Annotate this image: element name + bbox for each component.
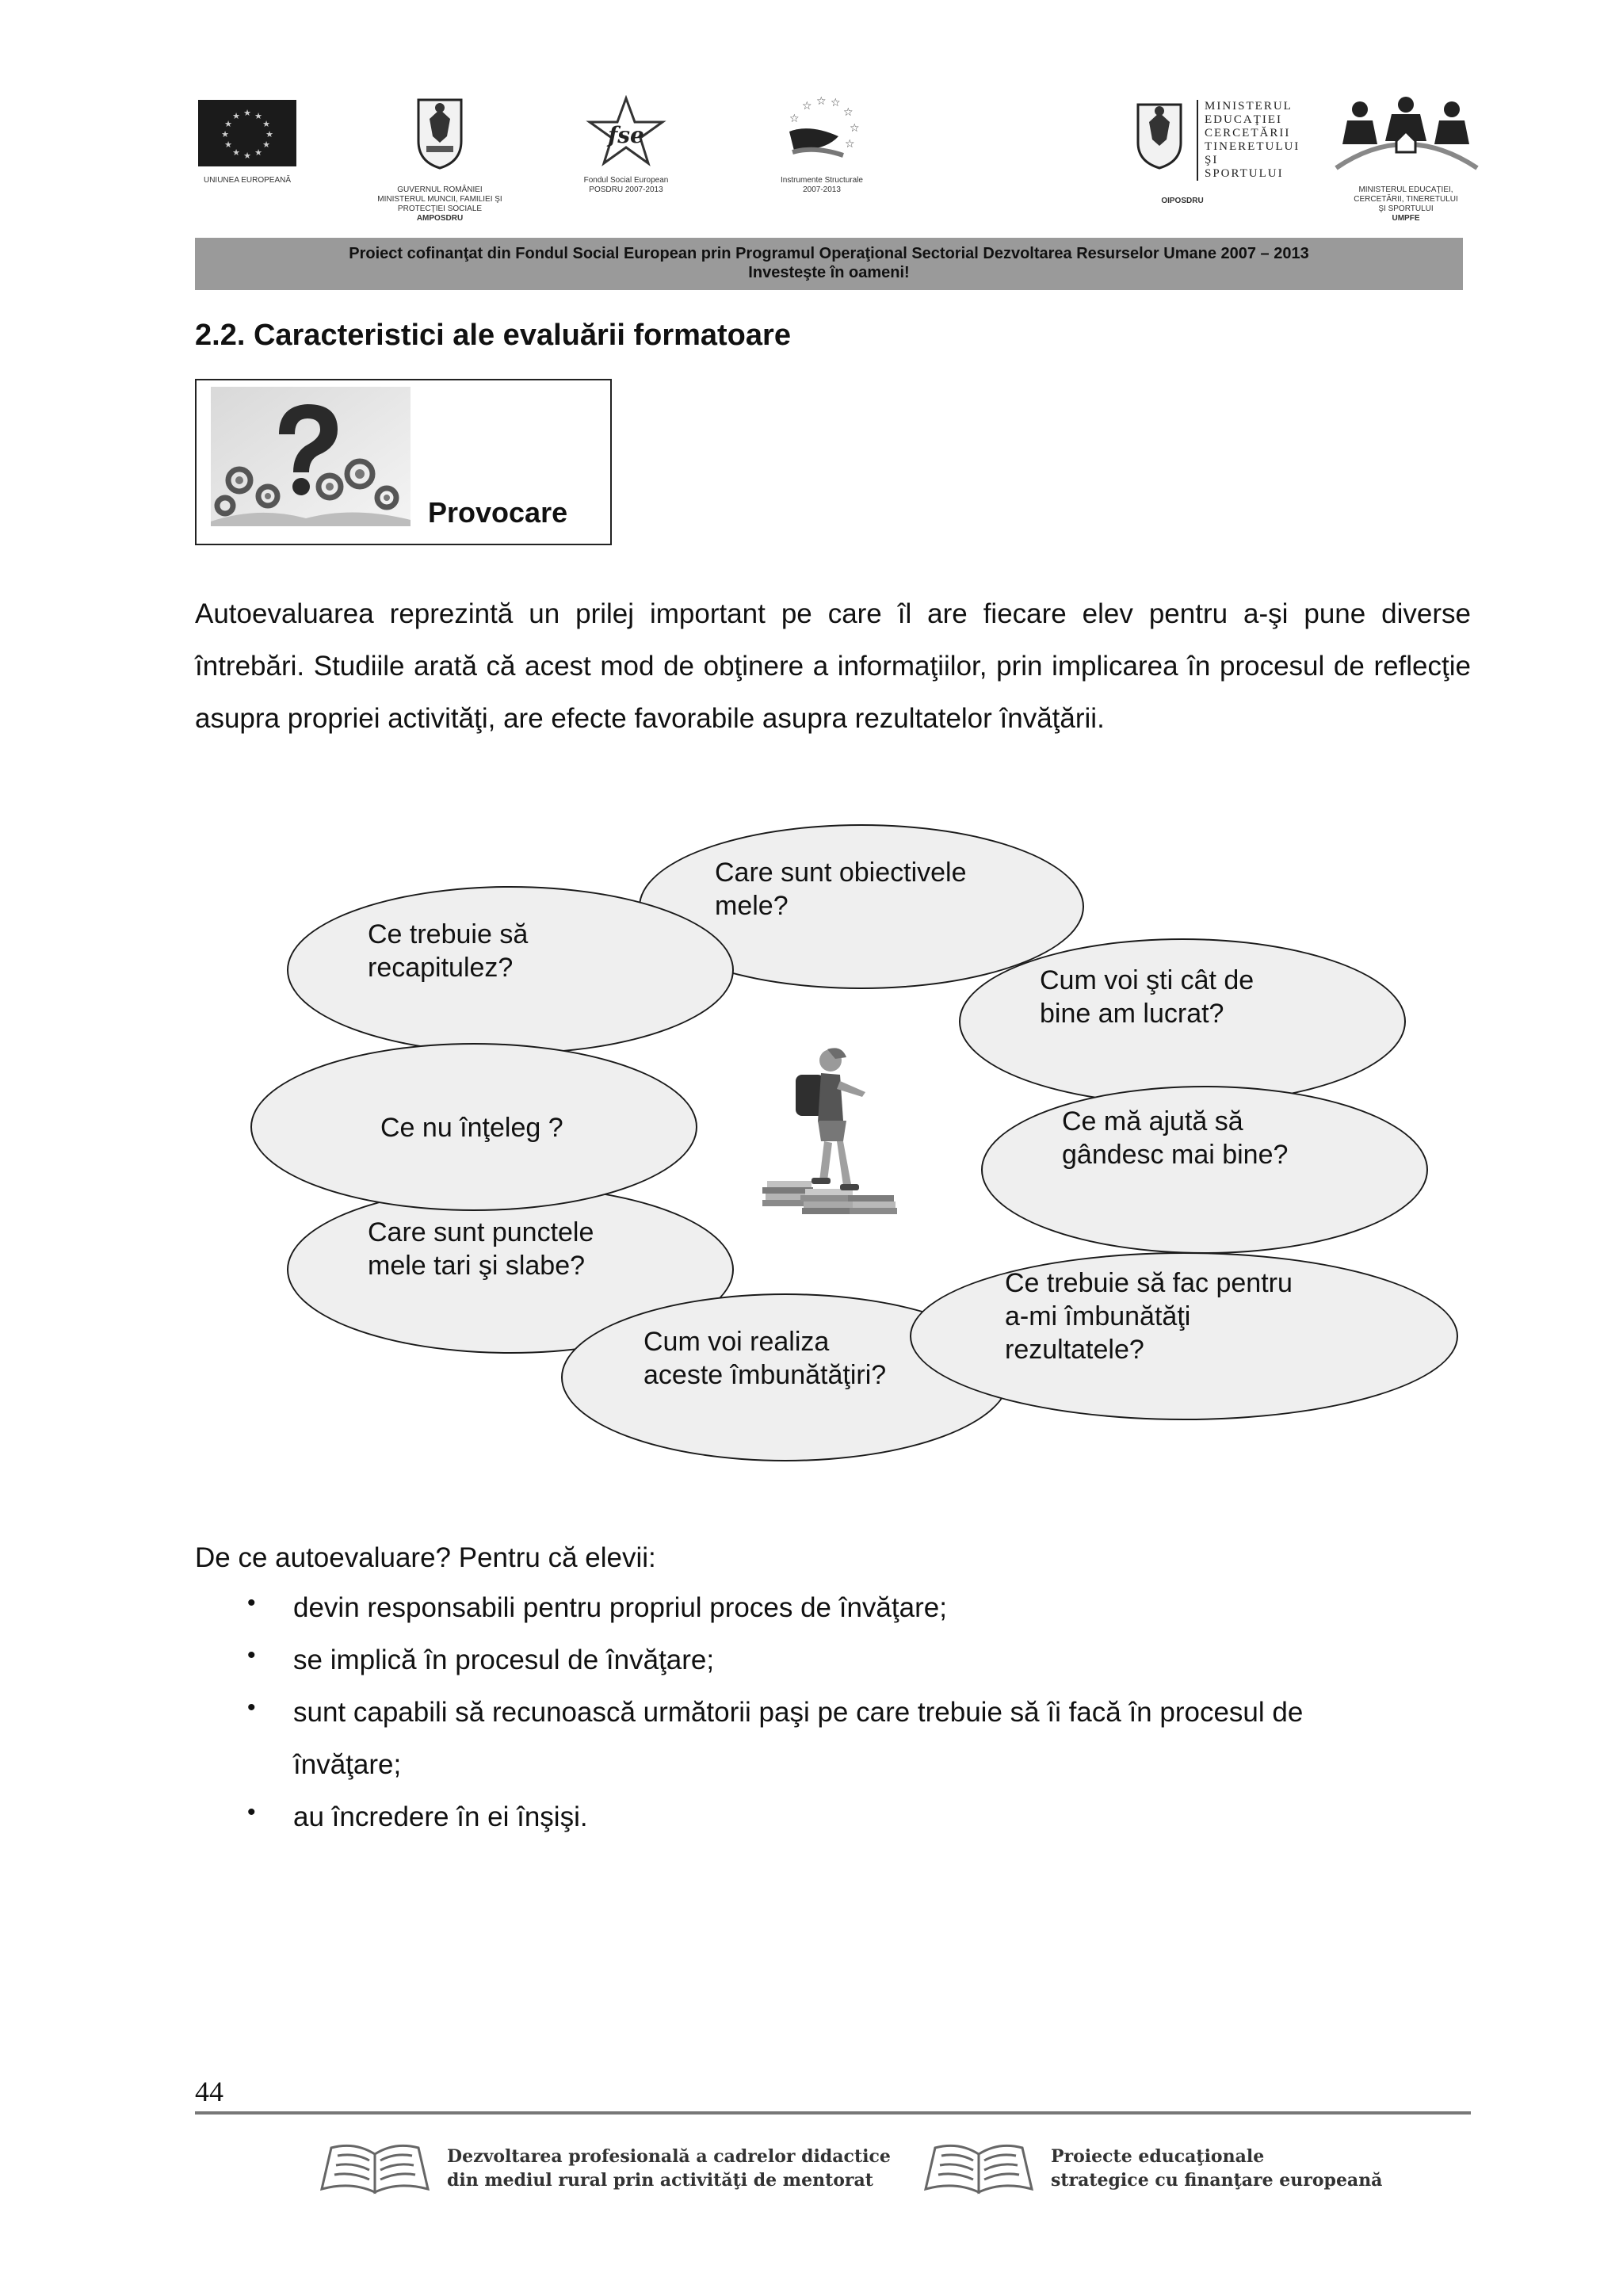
footer-right-text: Proiecte educaţionale strategice cu finanţare europeană xyxy=(1051,2146,1383,2191)
svg-text:☆: ☆ xyxy=(845,137,855,150)
provocare-box xyxy=(195,379,612,545)
svg-text:★: ★ xyxy=(232,111,240,121)
bubble-how-well-text: Cum voi şti cât de bine am lucrat? xyxy=(1040,965,1254,1029)
list-item-4: au încredere în ei înşişi. xyxy=(293,1801,588,1832)
bullet-3: • xyxy=(247,1694,256,1721)
gov-caption: GUVERNUL ROMÂNIEI MINISTERUL MUNCII, FAMILIEI ŞI PROTECŢIEI SOCIALE AMPOSDRU xyxy=(377,185,502,223)
list-intro: De ce autoevaluare? Pentru că elevii: xyxy=(195,1542,656,1573)
ministry-wordmark: MINISTERUL EDUCAŢIEI CERCETĂRII TINERETULUI ŞI SPORTULUI xyxy=(1197,100,1300,181)
bubble-improvements-text: Cum voi realiza aceste îmbunătăţiri? xyxy=(643,1327,887,1390)
footer-rule xyxy=(195,2111,1471,2115)
svg-text:☆: ☆ xyxy=(831,96,841,109)
list-item-2: se implică în procesul de învăţare; xyxy=(293,1645,715,1675)
svg-text:★: ★ xyxy=(232,147,240,158)
bullet-2: • xyxy=(247,1642,256,1668)
banner-line-2: Investeşte în oameni! xyxy=(748,264,910,281)
bubble-objectives-text: Care sunt obiectivele mele? xyxy=(715,858,967,921)
fse-caption: Fondul Social European POSDRU 2007-2013 xyxy=(583,176,669,194)
bullet-1: • xyxy=(247,1590,256,1616)
svg-text:★: ★ xyxy=(262,139,270,150)
oiposdru-caption: OIPOSDRU xyxy=(1161,197,1204,205)
umpfe-people-logo xyxy=(1328,97,1484,171)
svg-text:☆: ☆ xyxy=(850,121,860,134)
footer-left-text: Dezvoltarea profesională a cadrelor didactice din mediul rural prin activităţi de mentorat xyxy=(447,2146,891,2191)
svg-text:★: ★ xyxy=(254,147,262,158)
fse-star-logo xyxy=(585,95,667,168)
svg-text:☆: ☆ xyxy=(789,112,800,124)
svg-text:fse: fse xyxy=(608,122,644,148)
bubble-think-better-text: Ce mă ajută să gândesc mai bine? xyxy=(1062,1106,1289,1170)
structural-instruments-logo xyxy=(778,95,865,168)
question-gears-icon xyxy=(211,387,411,526)
banner-line-1: Proiect cofinanţat din Fondul Social European prin Programul Operaţional Sectorial Dezvoltarea Resurselor Umane 2007 – 2013 xyxy=(349,245,1309,262)
bubble-recap-text: Ce trebuie să recapitulez? xyxy=(368,919,529,983)
cofinancing-banner xyxy=(195,238,1463,290)
page-number: 44 xyxy=(195,2076,223,2107)
svg-text:☆: ☆ xyxy=(816,95,827,107)
section-title: 2.2. Caracteristici ale evaluării formatoare xyxy=(195,319,791,352)
umpfe-caption: MINISTERUL EDUCAŢIEI, CERCETĂRII, TINERETULUI ŞI SPORTULUI UMPFE xyxy=(1354,185,1458,223)
open-book-icon xyxy=(315,2137,434,2199)
svg-text:★: ★ xyxy=(262,119,270,129)
coat-of-arms-icon xyxy=(412,95,468,171)
svg-text:★: ★ xyxy=(254,111,262,121)
svg-text:★: ★ xyxy=(221,129,229,139)
svg-text:☆: ☆ xyxy=(802,99,812,112)
open-book-icon-2 xyxy=(919,2137,1038,2199)
list-item-1: devin responsabili pentru propriul proces de învăţare; xyxy=(293,1592,947,1623)
eu-flag-logo xyxy=(198,100,296,166)
bubble-dont-understand-text: Ce nu înţeleg ? xyxy=(380,1113,563,1143)
eu-caption: UNIUNEA EUROPEANĂ xyxy=(203,176,292,185)
svg-text:★: ★ xyxy=(224,119,232,129)
svg-text:☆: ☆ xyxy=(843,105,854,118)
svg-text:★: ★ xyxy=(265,129,273,139)
list-item-3: sunt capabili să recunoască următorii paşi pe care trebuie să îi facă în procesul de învăţare; xyxy=(293,1697,1304,1780)
intro-paragraph: Autoevaluarea reprezintă un prilej important pe care îl are fiecare elev pentru a-şi pune diverse întrebări. Studiile arată că acest mod de obţinere a informaţiilor, prin implicarea în procesul de reflecţie asupra propriei activităţi, are efecte favorabile asupra rezultatelor învăţării. xyxy=(195,598,1471,734)
svg-text:★: ★ xyxy=(243,108,251,118)
bubble-strengths-text: Care sunt punctele mele tari şi slabe? xyxy=(368,1217,594,1281)
svg-text:★: ★ xyxy=(243,151,251,161)
ministry-coat-of-arms-icon xyxy=(1133,98,1186,171)
is-caption: Instrumente Structurale 2007-2013 xyxy=(781,176,863,194)
svg-text:★: ★ xyxy=(224,139,232,150)
bullet-4: • xyxy=(247,1799,256,1825)
bubble-what-to-do-text: Ce trebuie să fac pentru a-mi îmbunătăţi rezultatele? xyxy=(1005,1268,1293,1365)
child-climbing-books-icon xyxy=(754,1045,905,1221)
provocare-label: Provocare xyxy=(428,496,568,529)
